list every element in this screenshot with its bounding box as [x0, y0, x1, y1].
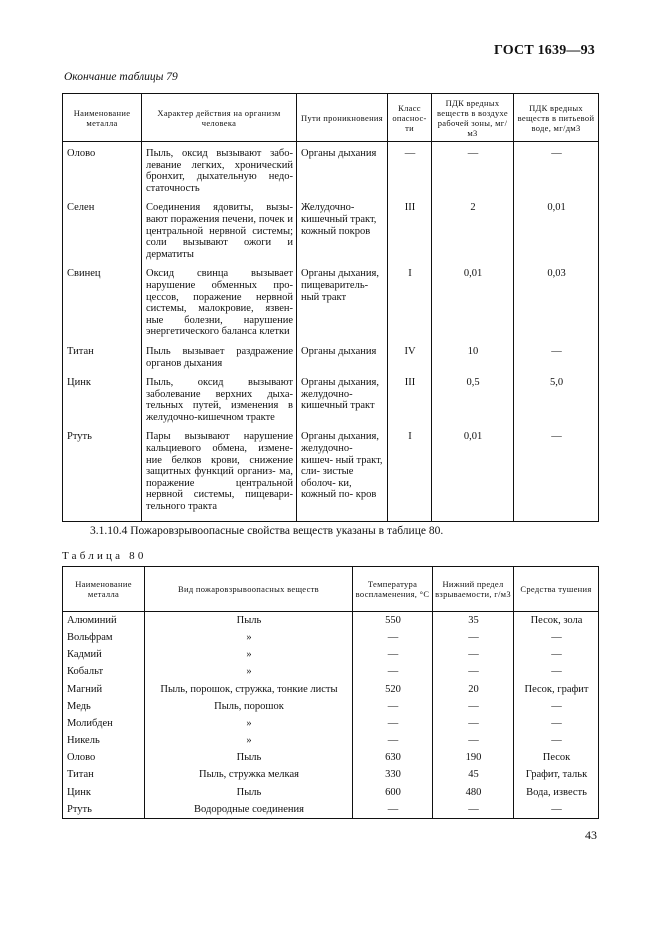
table-cell: Олово [63, 142, 142, 203]
table-cell: Соединения ядовиты, вызы- вают поражения печени, почек и центральной нервной системы; соли вызывают ожоги и дерматиты [142, 202, 297, 268]
table-cell: Медь [63, 698, 145, 715]
table-cell: — [514, 646, 599, 663]
table-80 [62, 566, 599, 819]
table-cell: » [145, 732, 353, 749]
table-cell: — [353, 629, 433, 646]
table-cell: Кобальт [63, 664, 145, 681]
table-cell: Вольфрам [63, 629, 145, 646]
page-number: 43 [585, 828, 597, 842]
table-cell: 550 [353, 612, 433, 630]
column-header: Наименование металла [63, 567, 145, 612]
table-row [63, 715, 599, 732]
table-cell: Песок, зола [514, 612, 599, 630]
table-cell: Ртуть [63, 801, 145, 819]
table-row [63, 784, 599, 801]
table-cell: Пары вызывают нарушение кальциевого обмена, измене- ние белков крови, снижение защитных функций организ- ма, поражение центральной нервной системы, пищевари- тельного тракта [142, 431, 297, 521]
table-row [63, 377, 599, 431]
table-cell: » [145, 646, 353, 663]
table-row [63, 142, 599, 203]
table-cell: — [514, 698, 599, 715]
table-cell: 0,5 [432, 377, 514, 431]
table-cell: 330 [353, 767, 433, 784]
table-cell: » [145, 664, 353, 681]
table-cell: 630 [353, 750, 433, 767]
table-cell: IV [388, 346, 432, 377]
table-cell: — [353, 732, 433, 749]
table-cell: — [514, 629, 599, 646]
table-cell: Органы дыхания, желудочно- кишечный тракт [297, 377, 388, 431]
table-cell: » [145, 715, 353, 732]
column-header: ПДК вредных веществ в питьевой воде, мг/дм3 [514, 94, 599, 142]
table-cell: — [433, 629, 514, 646]
table-cell: — [353, 698, 433, 715]
table-cell: 480 [433, 784, 514, 801]
table-cell: Песок, графит [514, 681, 599, 698]
column-header: ПДК вредных веществ в воздухе рабочей зоны, мг/м3 [432, 94, 514, 142]
column-header: Класс опаснос- ти [388, 94, 432, 142]
table-cell: 0,01 [514, 202, 599, 268]
table-cell: Пыль, порошок, стружка, тонкие листы [145, 681, 353, 698]
table-cell: 20 [433, 681, 514, 698]
table79-caption: Окончание таблицы 79 [64, 71, 178, 83]
column-header: Вид пожаровзрывоопасных веществ [145, 567, 353, 612]
table-cell: — [433, 646, 514, 663]
table-cell: Цинк [63, 784, 145, 801]
table-cell: Кадмий [63, 646, 145, 663]
column-header: Характер действия на организм человека [142, 94, 297, 142]
column-header: Пути проникновения [297, 94, 388, 142]
document-id: ГОСТ 1639—93 [494, 43, 595, 58]
table-cell: — [514, 732, 599, 749]
table-cell: III [388, 202, 432, 268]
table-row [63, 750, 599, 767]
table-cell: Органы дыхания, желудочно-кишеч- ный тракт, сли- зистые оболоч- ки, кожный по- кров [297, 431, 388, 521]
table-cell: 0,03 [514, 268, 599, 346]
table-cell: Песок [514, 750, 599, 767]
table-cell: — [433, 715, 514, 732]
table-row [63, 202, 599, 268]
table-cell: — [514, 346, 599, 377]
table-cell: Графит, тальк [514, 767, 599, 784]
table-cell: Алюминий [63, 612, 145, 630]
table-cell: III [388, 377, 432, 431]
table-cell: — [514, 715, 599, 732]
table-cell: I [388, 268, 432, 346]
table-cell: Ртуть [63, 431, 142, 521]
table-cell: 190 [433, 750, 514, 767]
table-cell: Оксид свинца вызывает нарушение обменных про- цессов, поражение нервной системы, малокровие, язвен- ные болезни, нарушение энергетического баланса клетки [142, 268, 297, 346]
table-cell: Пыль вызывает раздражение органов дыхания [142, 346, 297, 377]
table-cell: 35 [433, 612, 514, 630]
table-row [63, 732, 599, 749]
table-cell: — [433, 801, 514, 819]
table-cell: — [432, 142, 514, 203]
table-cell: Титан [63, 346, 142, 377]
table-cell: Пыль, оксид вызывают заболевание верхних дыха- тельных путей, изменения в желудочно-кишечном тракте [142, 377, 297, 431]
table-cell: Пыль [145, 612, 353, 630]
table-cell: I [388, 431, 432, 521]
table-cell: 520 [353, 681, 433, 698]
table80-caption: Таблица 80 [62, 550, 147, 562]
table-cell: Никель [63, 732, 145, 749]
table-cell: 45 [433, 767, 514, 784]
table-row [63, 698, 599, 715]
table-cell: Желудочно- кишечный тракт, кожный покров [297, 202, 388, 268]
table-cell: Пыль, оксид вызывают забо- левание легких, хронический бронхит, дыхательную недо- статочность [142, 142, 297, 203]
table-cell: » [145, 629, 353, 646]
column-header: Наименование металла [63, 94, 142, 142]
table-cell: — [353, 715, 433, 732]
table-cell: Органы дыхания [297, 346, 388, 377]
table-cell: Пыль [145, 784, 353, 801]
table-cell: Пыль [145, 750, 353, 767]
table-cell: — [353, 646, 433, 663]
table-cell: — [433, 664, 514, 681]
table-cell: — [514, 664, 599, 681]
table-cell: — [433, 732, 514, 749]
table-cell: Вода, известь [514, 784, 599, 801]
column-header: Средства тушения [514, 567, 599, 612]
table-cell: Пыль, стружка мелкая [145, 767, 353, 784]
table-cell: — [514, 142, 599, 203]
table-cell: 0,01 [432, 431, 514, 521]
table-cell: Цинк [63, 377, 142, 431]
column-header: Температура воспламенения, °С [353, 567, 433, 612]
table-cell: — [353, 664, 433, 681]
table-cell: Органы дыхания, пищеваритель- ный тракт [297, 268, 388, 346]
table-cell: 10 [432, 346, 514, 377]
table-cell: — [514, 431, 599, 521]
table-cell: Молибден [63, 715, 145, 732]
table-row [63, 767, 599, 784]
table-row [63, 612, 599, 630]
table-row [63, 681, 599, 698]
table-row [63, 801, 599, 819]
table-cell: Водородные соединения [145, 801, 353, 819]
table-cell: — [433, 698, 514, 715]
table-row [63, 268, 599, 346]
table-cell: 600 [353, 784, 433, 801]
table-cell: Пыль, порошок [145, 698, 353, 715]
table-cell: Магний [63, 681, 145, 698]
table-row [63, 646, 599, 663]
table-79 [62, 93, 599, 522]
table-cell: Селен [63, 202, 142, 268]
table-cell: 5,0 [514, 377, 599, 431]
table-cell: Олово [63, 750, 145, 767]
table-cell: 0,01 [432, 268, 514, 346]
table-row [63, 431, 599, 521]
table-cell: Свинец [63, 268, 142, 346]
table-cell: — [353, 801, 433, 819]
table-cell: Органы дыхания [297, 142, 388, 203]
table-cell: Титан [63, 767, 145, 784]
table-cell: 2 [432, 202, 514, 268]
table-cell: — [514, 801, 599, 819]
table-cell: — [388, 142, 432, 203]
column-header: Нижний предел взрываемости, г/м3 [433, 567, 514, 612]
table-row [63, 629, 599, 646]
table-row [63, 346, 599, 377]
table-row [63, 664, 599, 681]
paragraph-3-1-10-4: 3.1.10.4 Пожаровзрывоопасные свойства веществ указаны в таблице 80. [90, 525, 444, 537]
